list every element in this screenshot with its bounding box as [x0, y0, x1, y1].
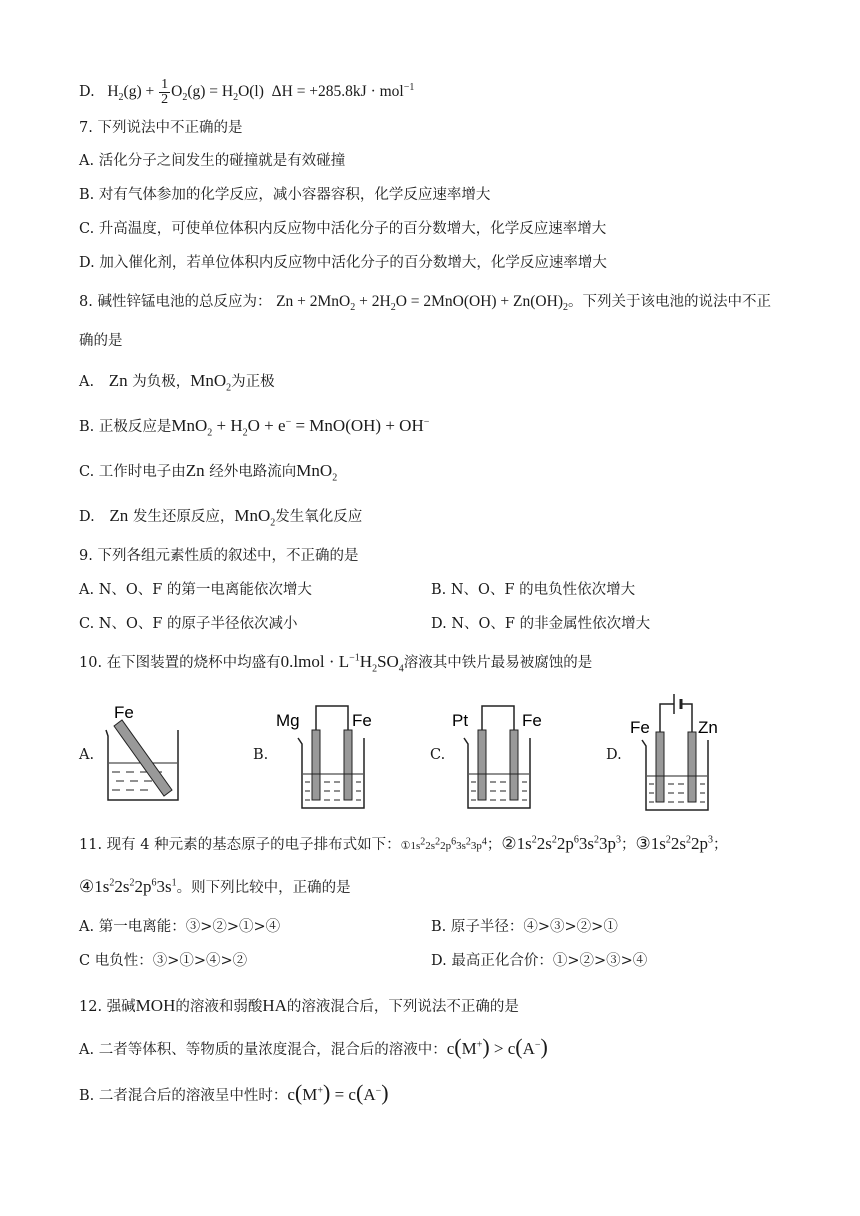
q10-stem-suffix: 溶液其中铁片最易被腐蚀的是 — [403, 655, 593, 671]
electrode-label: Fe — [352, 711, 372, 730]
q8-option-c: C. 工作时电子由Zn 经外电路流向MnO$_2$ — [79, 461, 338, 484]
q10-stem-prefix: 10. 在下图装置的烧杯中均盛有 — [79, 655, 281, 671]
q10-label-b: B. — [253, 747, 269, 763]
beaker-c-diagram — [448, 700, 558, 810]
q10-label-a: A. — [79, 747, 95, 763]
text: 经外电路流向 — [204, 464, 297, 480]
q7-option-a: A. 活化分子之间发生的碰撞就是有效碰撞 — [79, 153, 346, 169]
q8-stem-line2: 确的是 — [79, 333, 123, 349]
q8-stem-prefix: 8. 碱性锌锰电池的总反应为： — [79, 294, 272, 310]
q8-stem — [79, 292, 771, 312]
q9-option-d: D. N、O、F 的非金属性依次增大 — [431, 616, 651, 632]
electrode-label: Zn — [698, 718, 718, 737]
electrode-label: Mg — [276, 711, 300, 730]
q11-option-a: A. 第一电离能：③>②>①>④ — [79, 919, 281, 935]
text: B. 二者混合后的溶液呈中性时： — [79, 1088, 288, 1104]
q7-option-b: B. 对有气体参加的化学反应，减小容器容积，化学反应速率增大 — [79, 187, 491, 203]
option-label: A. — [79, 374, 95, 390]
q8-option-d: D. Zn 发生还原反应，MnO$_2$发生氧化反应 — [79, 506, 363, 529]
option-label: D. — [79, 84, 95, 101]
text: 发生氧化反应 — [275, 509, 363, 525]
q11-option-c: C 电负性：③>①>④>② — [79, 953, 248, 969]
q11-stem: 11. 现有 4 种元素的基态原子的电子排布式如下：$①1s^22s^22p^63s^23p^4$；$②1s^22s^22p^63s^23p^3$；$③1s^22s^22p^3$； — [79, 834, 728, 853]
q9-option-a: A. N、O、F 的第一电离能依次增大 — [79, 582, 312, 598]
q11-line2-suffix: 。则下列比较中，正确的是 — [176, 880, 351, 896]
beaker-b-diagram — [272, 700, 382, 810]
text: 发生还原反应， — [128, 509, 235, 525]
electrode-label: Fe — [522, 711, 542, 730]
text: 的溶液和弱酸 — [175, 999, 263, 1015]
q11-option-d: D. 最高正化合价：①>②>③>④ — [431, 953, 648, 969]
q7-option-d: D. 加入催化剂，若单位体积内反应物中活化分子的百分数增大，化学反应速率增大 — [79, 255, 607, 271]
q12-option-b: B. 二者混合后的溶液呈中性时：c(M+) = c(A−) — [79, 1080, 389, 1105]
q9-option-c: C. N、O、F 的原子半径依次减小 — [79, 616, 298, 632]
q7-stem: 7. 下列说法中不正确的是 — [79, 120, 243, 136]
equation: $H_2(g)$ + $\frac{1}{2}$ $O_2(g) = H_2O(l) \Delta H = +285.8kJ \cdot mol^{-1}$ — [107, 77, 415, 107]
q8-option-a: A. Zn 为负极，MnO$_2$为正极 — [79, 371, 275, 394]
q12-option-a: A. 二者等体积、等物质的量浓度混合，混合后的溶液中：c(M+) > c(A−) — [79, 1034, 548, 1059]
electrode-label: Pt — [452, 711, 469, 730]
q11-stem-prefix: 11. 现有 4 种元素的基态原子的电子排布式如下： — [79, 837, 401, 853]
formula: HA — [262, 996, 287, 1015]
q7-option-c: C. 升高温度，可使单位体积内反应物中活化分子的百分数增大，化学反应速率增大 — [79, 221, 607, 237]
beaker-a-diagram — [100, 700, 190, 805]
electrode-label: Fe — [630, 718, 650, 737]
text: 为正极 — [231, 374, 275, 390]
q8-stem-suffix: 。下列关于该电池的说法中不正 — [567, 294, 771, 310]
beaker-d-diagram — [626, 690, 736, 815]
option-label: C. 工作时电子由 — [79, 464, 186, 480]
q6-option-d — [79, 78, 414, 107]
option-label: B. 正极反应是 — [79, 419, 172, 435]
q10-label-c: C. — [430, 747, 446, 763]
q12-stem-prefix: 12. 强碱 — [79, 999, 136, 1015]
formula: MOH — [135, 996, 176, 1015]
q11-option-b: B. 原子半径：④>③>②>① — [431, 919, 618, 935]
option-label: D. — [79, 509, 95, 525]
electrode-label: Fe — [114, 703, 134, 722]
q11-stem-line2: $④1s^22s^22p^63s^1$。则下列比较中，正确的是 — [79, 877, 351, 896]
q10-label-d: D. — [606, 747, 622, 763]
text: 为负极， — [127, 374, 191, 390]
reaction: $Zn + 2MnO_2 + 2H_2O = 2MnO(OH) + Zn(OH)_2$ — [276, 293, 568, 314]
q8-option-b: B. 正极反应是$MnO_2 + H_2O + e^- = MnO(OH) + OH^-$ — [79, 416, 430, 439]
text: A. 二者等体积、等物质的量浓度混合，混合后的溶液中： — [79, 1042, 447, 1058]
q12-stem-suffix: 的溶液混合后，下列说法不正确的是 — [286, 999, 519, 1015]
q9-option-b: B. N、O、F 的电负性依次增大 — [431, 582, 636, 598]
q12-stem — [79, 996, 519, 1017]
q9-stem: 9. 下列各组元素性质的叙述中，不正确的是 — [79, 548, 359, 564]
q10-stem: 10. 在下图装置的烧杯中均盛有0.lmol · $L^{-1}H_2SO_4$溶液其中铁片最易被腐蚀的是 — [79, 652, 593, 675]
